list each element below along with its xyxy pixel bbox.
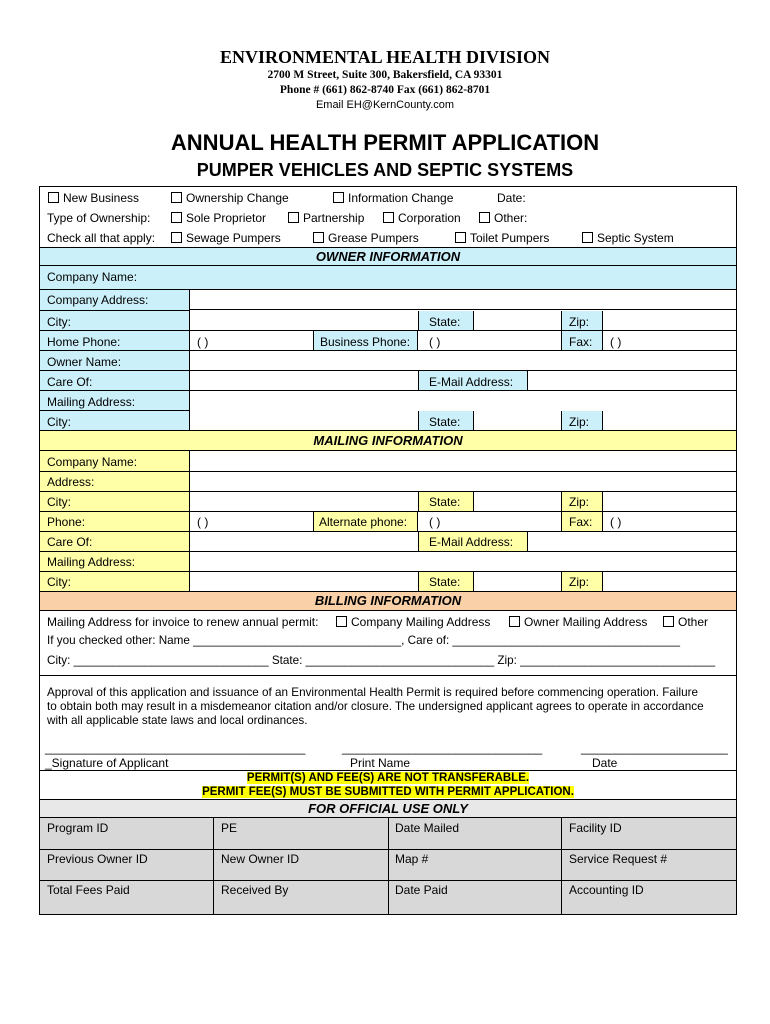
sole-proprietor-label: Sole Proprietor: [186, 211, 267, 225]
owner-care-of-label: Care Of:: [47, 375, 93, 389]
mailing-address-label: Address:: [47, 475, 95, 489]
toilet-pumpers-label: Toilet Pumpers: [470, 231, 550, 245]
invoice-address-label: Mailing Address for invoice to renew annual permit:: [47, 615, 319, 629]
owner-state2-label: State:: [429, 415, 461, 429]
owner-name-label: Owner Name:: [47, 355, 122, 369]
official-cell: Date Mailed: [395, 821, 460, 835]
owner-section-heading: OWNER INFORMATION: [315, 249, 461, 264]
business-phone-field[interactable]: ( ): [429, 335, 441, 349]
print-name-label: Print Name: [350, 756, 411, 770]
official-cell: Service Request #: [569, 852, 668, 866]
alternate-phone-field[interactable]: ( ): [429, 515, 441, 529]
owner-state-label: State:: [429, 315, 461, 329]
owner-mailing-checkbox[interactable]: [509, 616, 520, 627]
divider: [40, 571, 736, 572]
mailing-care-of-label: Care Of:: [47, 535, 93, 549]
owner-zip-label: Zip:: [569, 315, 590, 329]
owner-zip2-label: Zip:: [569, 415, 590, 429]
official-cell: Program ID: [47, 821, 109, 835]
mailing-phone-field[interactable]: ( ): [197, 515, 209, 529]
ownership-change-label: Ownership Change: [186, 191, 289, 205]
owner-mailing-label: Owner Mailing Address: [524, 615, 648, 629]
owner-company-name-row: [40, 266, 736, 290]
notice-line2-wrap: [40, 785, 736, 799]
divider: [40, 471, 736, 472]
check-all-label: Check all that apply:: [47, 231, 156, 245]
company-mailing-checkbox[interactable]: [336, 616, 347, 627]
other-ownership-checkbox[interactable]: [479, 212, 490, 223]
grease-pumpers-checkbox[interactable]: [313, 232, 324, 243]
new-business-label: New Business: [63, 191, 140, 205]
date-label: Date:: [497, 191, 526, 205]
approval-text-line1: Approval of this application and issuance of an Environmental Health Permit is required before commencing operation. Failure: [47, 686, 698, 699]
mailing-city-label: City:: [47, 495, 71, 509]
toilet-pumpers-checkbox[interactable]: [455, 232, 466, 243]
information-change-checkbox[interactable]: [333, 192, 344, 203]
official-cell: PE: [221, 821, 238, 835]
partnership-checkbox[interactable]: [288, 212, 299, 223]
grease-pumpers-label: Grease Pumpers: [328, 231, 419, 245]
divider: [40, 849, 736, 850]
mailing-state2-label: State:: [429, 575, 461, 589]
notice-not-transferable: PERMIT(S) AND FEE(S) ARE NOT TRANSFERABLE.: [246, 772, 530, 784]
divider: [40, 370, 736, 371]
septic-system-label: Septic System: [597, 231, 674, 245]
form-title: ANNUAL HEALTH PERMIT APPLICATION: [170, 130, 600, 155]
owner-city-label: City:: [47, 315, 71, 329]
divider: [40, 350, 736, 351]
approval-text-line2: to obtain both may result in a misdemeanor citation and/or closure. The undersigned applicant agrees to operate in accordance: [47, 700, 704, 713]
billing-city-line[interactable]: City: ______________________________ State: _____________________________ Zip: ______________________________: [47, 654, 716, 667]
mailing-fax-label: Fax:: [569, 515, 593, 529]
official-cell: Accounting ID: [569, 883, 644, 897]
signature-label: _Signature of Applicant: [45, 756, 169, 770]
owner-city2-label: City:: [47, 415, 71, 429]
alternate-phone-label: Alternate phone:: [319, 515, 408, 529]
corporation-checkbox[interactable]: [383, 212, 394, 223]
divider: [40, 531, 736, 532]
mailing-zip2-label: Zip:: [569, 575, 590, 589]
divider: [40, 675, 736, 676]
owner-mailing-address-label: Mailing Address:: [47, 395, 136, 409]
official-section-heading: FOR OFFICIAL USE ONLY: [308, 801, 468, 816]
divider: [40, 880, 736, 881]
divider: [40, 551, 736, 552]
official-cell: Date Paid: [395, 883, 448, 897]
owner-company-address-label: Company Address:: [47, 293, 149, 307]
new-business-checkbox[interactable]: [48, 192, 59, 203]
mailing-zip-label: Zip:: [569, 495, 590, 509]
division-email: Email EH@KernCounty.com: [315, 99, 455, 111]
division-phone-fax: Phone # (661) 862-8740 Fax (661) 862-8701: [279, 84, 491, 96]
official-cell: Total Fees Paid: [47, 883, 130, 897]
owner-fax-label: Fax:: [569, 335, 593, 349]
division-name: ENVIRONMENTAL HEALTH DIVISION: [219, 47, 551, 67]
official-cell: New Owner ID: [221, 852, 300, 866]
owner-email-label: E-Mail Address:: [429, 375, 514, 389]
billing-section-heading: BILLING INFORMATION: [314, 593, 462, 608]
approval-text-line3: with all applicable state laws and local ordinances.: [47, 714, 308, 727]
divider: [40, 310, 190, 311]
notice-line1-wrap: [40, 771, 736, 785]
sewage-pumpers-label: Sewage Pumpers: [186, 231, 281, 245]
owner-company-address-field[interactable]: [190, 290, 736, 310]
official-cell: Received By: [221, 883, 289, 897]
home-phone-label: Home Phone:: [47, 335, 121, 349]
official-cell: Map #: [395, 852, 429, 866]
billing-other-checkbox[interactable]: [663, 616, 674, 627]
date-signature-label: Date: [592, 756, 618, 770]
notice-fee-required: PERMIT FEE(S) MUST BE SUBMITTED WITH PERMIT APPLICATION.: [202, 786, 574, 798]
mailing-email-label: E-Mail Address:: [429, 535, 514, 549]
company-mailing-label: Company Mailing Address: [351, 615, 491, 629]
ownership-change-checkbox[interactable]: [171, 192, 182, 203]
mailing-state-label: State:: [429, 495, 461, 509]
date-line[interactable]: ______________________: [581, 741, 728, 755]
official-cell: Previous Owner ID: [47, 852, 148, 866]
septic-system-checkbox[interactable]: [582, 232, 593, 243]
other-ownership-label: Other:: [494, 211, 528, 225]
divider: [213, 818, 214, 914]
billing-other-name-line[interactable]: If you checked other: Name ________________________________, Care of: ___________________________________: [47, 634, 680, 647]
mailing-company-name-label: Company Name:: [47, 455, 138, 469]
corporation-label: Corporation: [398, 211, 461, 225]
print-name-line[interactable]: ______________________________: [342, 741, 543, 755]
mailing-phone-label: Phone:: [47, 515, 86, 529]
ownership-type-label: Type of Ownership:: [47, 211, 151, 225]
signature-line[interactable]: _______________________________________: [45, 741, 306, 755]
mailing-city2-label: City:: [47, 575, 71, 589]
billing-other-label: Other: [678, 615, 709, 629]
partnership-label: Partnership: [303, 211, 365, 225]
owner-company-name-label: Company Name:: [47, 270, 138, 284]
home-phone-field[interactable]: ( ): [197, 335, 209, 349]
divider: [40, 390, 736, 391]
mailing-mailing-address-label: Mailing Address:: [47, 555, 136, 569]
owner-fax-field[interactable]: ( ): [610, 335, 622, 349]
sole-proprietor-checkbox[interactable]: [171, 212, 182, 223]
division-address: 2700 M Street, Suite 300, Bakersfield, CA 93301: [267, 69, 503, 81]
business-phone-label: Business Phone:: [320, 335, 411, 349]
divider: [561, 818, 562, 914]
divider: [40, 491, 736, 492]
form-subtitle: PUMPER VEHICLES AND SEPTIC SYSTEMS: [196, 160, 574, 180]
divider: [388, 818, 389, 914]
mailing-fax-field[interactable]: ( ): [610, 515, 622, 529]
mailing-section-heading: MAILING INFORMATION: [313, 433, 463, 448]
sewage-pumpers-checkbox[interactable]: [171, 232, 182, 243]
information-change-label: Information Change: [348, 191, 454, 205]
official-cell: Facility ID: [569, 821, 622, 835]
